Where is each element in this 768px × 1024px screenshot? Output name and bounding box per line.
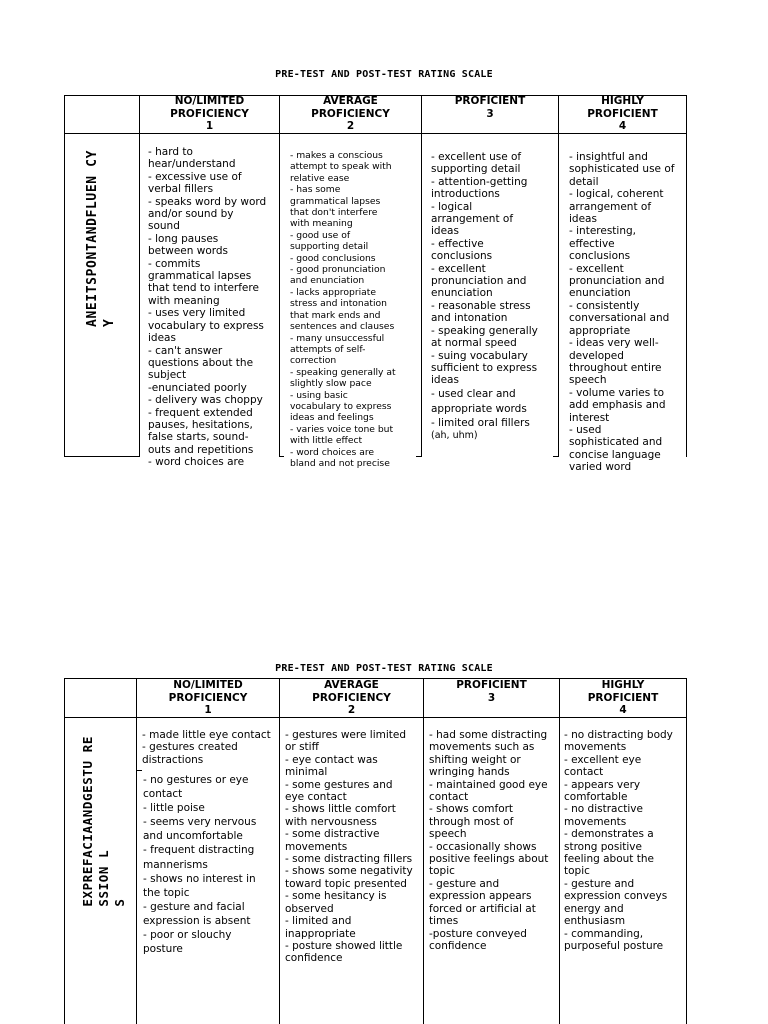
cell-line: hear/understand — [148, 158, 236, 171]
header-line: PROFICIENCY — [312, 691, 391, 704]
cell-line: - good use of — [290, 229, 351, 241]
header-proficient — [424, 679, 559, 704]
cell-line: enunciation — [569, 287, 631, 300]
cell-line: contact — [143, 788, 183, 801]
cell-line: with meaning — [290, 218, 353, 230]
column-divider — [686, 678, 687, 1024]
cell-line: - occasionally shows — [429, 840, 537, 853]
cell-line: throughout entire — [569, 361, 662, 374]
cell-line: toward topic presented — [285, 877, 407, 890]
cell-line: - long pauses — [148, 232, 219, 245]
cell-line: - some distractive — [285, 828, 380, 841]
cell-line: - excessive use of — [148, 170, 242, 183]
cell-line: conclusions — [431, 250, 493, 263]
cell-line: ideas and feelings — [290, 412, 374, 424]
cell-line: - no gestures or eye — [143, 774, 249, 786]
cell-line: - many unsuccessful — [290, 332, 385, 344]
cell-line: contact — [429, 791, 469, 804]
cell-line: conclusions — [569, 250, 631, 263]
header-level: 2 — [346, 120, 355, 132]
header-level: 2 — [347, 704, 356, 716]
cell-line: - poor or slouchy — [143, 929, 232, 942]
header-level: 3 — [486, 107, 494, 120]
cell-line: - effective — [431, 237, 484, 250]
cell-level-1 — [143, 773, 279, 973]
row-label-line: Y — [102, 318, 117, 327]
cell-line: arrangement of — [569, 200, 652, 213]
cell-line: expression appears — [429, 890, 532, 903]
cell-line: sophisticated and — [569, 436, 663, 449]
cell-line: mannerisms — [143, 858, 208, 871]
cell-line: - speaks word by word — [148, 195, 267, 208]
cell-line: that don't interfere — [290, 207, 378, 219]
cell-line: - shows comfort — [429, 803, 514, 816]
header-line: NO/LIMITED — [174, 95, 245, 107]
cell-line: - seems very nervous — [143, 816, 257, 829]
cell-line: expression conveys — [564, 890, 668, 903]
header-line: PROFICIENT — [587, 691, 659, 704]
cell-line: sentences and clauses — [290, 321, 395, 333]
header-line: PROFICIENCY — [170, 107, 249, 120]
cell-line: ideas — [431, 225, 459, 238]
cell-line: contact — [564, 766, 604, 779]
cell-line: pronunciation and — [431, 275, 527, 288]
cell-line: and/or sound by — [148, 208, 234, 221]
cell-line: - good pronunciation — [290, 264, 386, 276]
cell-line: enunciation — [431, 287, 493, 300]
cell-line: - shows no interest in — [143, 872, 256, 885]
cell-line: comfortable — [564, 791, 628, 804]
row-label-line: SSION L — [96, 849, 111, 907]
cell-line: - logical — [431, 200, 473, 213]
cell-line: - speaking generally at — [290, 366, 396, 378]
cell-line: - commits — [148, 257, 201, 270]
cell-line: confidence — [429, 939, 487, 952]
cell-line: verbal fillers — [148, 183, 214, 196]
cell-line: expression is absent — [143, 914, 251, 927]
cell-line: appropriate words — [431, 402, 527, 415]
cell-edge — [64, 456, 140, 457]
cell-line: - lacks appropriate — [290, 286, 377, 298]
cell-line: movements — [564, 815, 627, 828]
cell-line: outs and repetitions — [148, 443, 254, 456]
cell-line: - makes a conscious — [290, 150, 383, 161]
cell-line: inappropriate — [285, 927, 356, 940]
column-divider — [559, 678, 560, 1024]
cell-line: - shows some negativity — [285, 865, 413, 878]
cell-line: and intonation — [431, 312, 508, 325]
cell-line: - gesture and — [429, 877, 500, 890]
cell-line: movements — [564, 741, 627, 754]
cell-line: -enunciated poorly — [148, 381, 247, 394]
cell-line: - made little eye contact — [142, 729, 271, 741]
cell-line: - has some — [290, 184, 341, 196]
cell-line: strong positive — [564, 840, 642, 853]
cell-line: pronunciation and — [569, 275, 665, 288]
cell-line: effective — [569, 237, 615, 250]
header-line: PROFICIENT — [587, 107, 658, 120]
cell-level-2 — [285, 729, 422, 969]
cell-line: eye contact — [285, 791, 347, 804]
cell-line: topic — [564, 865, 590, 878]
cell-line: ideas — [569, 213, 597, 226]
cell-line: supporting detail — [290, 241, 369, 253]
cell-line: movements — [285, 840, 348, 853]
cell-line: sound — [148, 220, 180, 233]
cell-line: and uncomfortable — [143, 830, 243, 843]
header-level: 3 — [487, 691, 496, 704]
cell-line: - speaking generally — [431, 324, 538, 337]
column-divider — [421, 95, 422, 457]
column-divider — [136, 678, 137, 1024]
cell-level-4 — [569, 151, 686, 474]
cell-line: concise language — [569, 448, 661, 461]
cell-line: - no distractive — [564, 803, 643, 816]
cell-line: - good conclusions — [290, 252, 376, 264]
cell-line: - suing vocabulary — [431, 349, 528, 362]
cell-line: - ideas very well- — [569, 337, 659, 350]
cell-level-3 — [429, 729, 558, 959]
cell-line: arrangement of — [431, 213, 514, 226]
cell-line: - used — [569, 423, 602, 436]
cell-line: attempt to speak with — [290, 161, 392, 173]
cell-line: - hard to — [148, 146, 193, 158]
cell-line: ideas — [431, 374, 459, 387]
header-line: AVERAGE — [323, 95, 378, 107]
cell-line: - little poise — [143, 802, 205, 815]
row-label-spontaneity-fluency — [84, 150, 118, 327]
cell-line: developed — [569, 349, 624, 362]
cell-line: - attention-getting — [431, 175, 528, 188]
header-highly-proficient — [560, 679, 686, 717]
cell-line: enthusiasm — [564, 915, 626, 928]
cell-line: that tend to interfere — [148, 282, 259, 295]
cell-line: between words — [148, 245, 229, 258]
header-level: 1 — [205, 120, 214, 132]
cell-line: - reasonable stress — [431, 299, 531, 312]
cell-line: - some distracting fillers — [285, 853, 413, 866]
cell-line: with meaning — [148, 294, 220, 307]
header-level: 4 — [619, 704, 627, 716]
header-row-divider — [64, 717, 687, 718]
header-line: PROFICIENCY — [311, 107, 390, 120]
cell-line: correction — [290, 355, 337, 367]
cell-line: interest — [569, 411, 610, 424]
page-title: PRE-TEST AND POST-TEST RATING SCALE — [275, 69, 493, 80]
cell-line: - gestures were limited — [285, 729, 407, 741]
header-average-proficiency — [280, 95, 421, 133]
cell-line: bland and not precise — [290, 457, 390, 469]
cell-line: forced or artificial at — [429, 902, 536, 915]
cell-line: - some gestures and — [285, 778, 393, 791]
cell-line: - volume varies to — [569, 386, 665, 399]
cell-line: -posture conveyed — [429, 927, 527, 940]
cell-line: - eye contact was — [285, 753, 378, 766]
cell-edge — [137, 770, 142, 771]
cell-line: - delivery was choppy — [148, 394, 263, 407]
cell-level-4 — [564, 729, 686, 959]
cell-level-3 — [431, 151, 557, 451]
cell-line: movements such as — [429, 741, 535, 754]
column-divider — [423, 678, 424, 1024]
cell-line: ideas — [148, 332, 176, 345]
cell-line: - limited and — [285, 915, 352, 928]
cell-line: false starts, sound- — [148, 431, 249, 444]
cell-line: - frequent extended — [148, 406, 253, 419]
cell-line: appropriate — [569, 324, 631, 337]
header-line: HIGHLY — [601, 95, 644, 107]
cell-line: - had some distracting — [429, 729, 548, 741]
row-label-line: EXPREFACIAANDGESTU RE — [80, 736, 95, 907]
header-line: NO/LIMITED — [173, 679, 243, 691]
cell-line: the topic — [143, 886, 190, 899]
cell-line: that mark ends and — [290, 309, 381, 321]
cell-line: - varies voice tone but — [290, 423, 394, 435]
cell-line: introductions — [431, 188, 500, 201]
cell-line: sufficient to express — [431, 361, 538, 374]
column-divider — [139, 95, 140, 457]
cell-line: - demonstrates a — [564, 828, 654, 841]
cell-line: through most of — [429, 815, 514, 828]
row-label-facial-expression-gestures — [80, 736, 128, 907]
cell-line: questions about the — [148, 356, 254, 369]
row-label-line: S — [112, 898, 127, 907]
header-line: AVERAGE — [324, 679, 379, 691]
column-divider — [558, 95, 559, 457]
column-divider — [686, 95, 687, 457]
cell-line: - logical, coherent — [569, 188, 664, 201]
cell-edge — [279, 456, 284, 457]
cell-line: speech — [569, 374, 607, 387]
cell-line: (ah, uhm) — [431, 429, 478, 441]
cell-line: - word choices are — [148, 456, 245, 469]
cell-level-2 — [290, 150, 420, 469]
cell-line: - using basic — [290, 389, 348, 401]
cell-line: with little effect — [290, 435, 363, 447]
column-divider — [64, 678, 65, 1024]
cell-line: - gesture and — [564, 877, 635, 890]
cell-line: wringing hands — [429, 766, 510, 779]
cell-line: add emphasis and — [569, 399, 666, 412]
header-no-limited-proficiency — [137, 679, 279, 717]
cell-line: purposeful posture — [564, 939, 664, 952]
cell-line: topic — [429, 865, 455, 878]
cell-line: - appears very — [564, 778, 641, 791]
cell-edge — [553, 456, 558, 457]
header-no-limited-proficiency — [140, 95, 279, 133]
cell-line: - commanding, — [564, 927, 644, 940]
cell-level-1 — [148, 146, 278, 467]
cell-line: relative ease — [290, 172, 350, 184]
cell-line: conversational and — [569, 312, 670, 325]
cell-line: supporting detail — [431, 163, 521, 176]
column-divider — [64, 95, 65, 457]
cell-line: with nervousness — [285, 815, 377, 828]
cell-line: detail — [569, 175, 599, 188]
cell-line: sophisticated use of — [569, 163, 675, 176]
cell-line: subject — [148, 369, 187, 382]
cell-line: grammatical lapses — [290, 195, 381, 207]
header-line: PROFICIENT — [456, 679, 527, 691]
cell-line: - interesting, — [569, 225, 636, 238]
page-title: PRE-TEST AND POST-TEST RATING SCALE — [275, 663, 493, 674]
cell-line: grammatical lapses — [148, 270, 252, 283]
cell-line: at normal speed — [431, 337, 517, 350]
cell-line: times — [429, 915, 459, 928]
header-level: 4 — [618, 120, 627, 132]
cell-line: - some hesitancy is — [285, 890, 387, 903]
cell-line: attempts of self- — [290, 343, 366, 355]
cell-line: - gesture and facial — [143, 900, 245, 913]
cell-line: - posture showed little — [285, 939, 403, 952]
column-divider — [279, 95, 280, 457]
cell-line: distractions — [142, 753, 204, 766]
cell-line: and enunciation — [290, 275, 365, 287]
cell-line: - gestures created — [142, 741, 238, 754]
cell-line: observed — [285, 902, 334, 915]
cell-line: energy and — [564, 902, 624, 915]
header-line: PROFICIENT — [454, 95, 526, 107]
cell-line: - excellent — [569, 262, 624, 275]
cell-line: stress and intonation — [290, 298, 387, 310]
header-average-proficiency — [280, 679, 423, 717]
cell-line: varied word — [569, 461, 632, 474]
cell-line: - maintained good eye — [429, 778, 548, 791]
header-level: 1 — [204, 704, 212, 716]
column-divider — [279, 678, 280, 1024]
header-highly-proficient — [559, 95, 686, 133]
cell-line: - consistently — [569, 299, 640, 312]
cell-line: slightly slow pace — [290, 378, 372, 390]
cell-line: minimal — [285, 766, 328, 779]
cell-line: - excellent — [431, 262, 486, 275]
cell-line: or stiff — [285, 741, 319, 754]
header-proficient — [422, 95, 558, 120]
cell-line: - excellent use of — [431, 151, 522, 163]
cell-line: speech — [429, 828, 467, 841]
cell-line: - no distracting body — [564, 729, 673, 741]
header-line: HIGHLY — [601, 679, 645, 691]
cell-line: - uses very limited — [148, 307, 246, 320]
cell-line: - limited oral fillers — [431, 416, 530, 429]
cell-line: - frequent distracting — [143, 844, 255, 857]
cell-line: positive feelings about — [429, 853, 549, 866]
cell-line: - can't answer — [148, 344, 223, 357]
cell-line: - insightful and — [569, 151, 648, 163]
cell-line: shifting weight or — [429, 753, 521, 766]
cell-line: - used clear and — [431, 387, 516, 400]
cell-line: confidence — [285, 952, 343, 965]
header-row-divider — [64, 133, 687, 134]
cell-line: posture — [143, 943, 183, 956]
cell-line: vocabulary to express — [290, 400, 392, 412]
header-line: PROFICIENCY — [168, 691, 248, 704]
cell-line: pauses, hesitations, — [148, 418, 253, 431]
cell-line: vocabulary to express — [148, 319, 264, 332]
row-label-line: ANEITSPONTANDFLUEN CY — [85, 150, 100, 327]
cell-level-1-top — [142, 729, 279, 769]
cell-line: - excellent eye — [564, 753, 642, 766]
cell-line: - word choices are — [290, 446, 375, 458]
cell-line: - shows little comfort — [285, 803, 396, 816]
cell-line: feeling about the — [564, 853, 654, 866]
